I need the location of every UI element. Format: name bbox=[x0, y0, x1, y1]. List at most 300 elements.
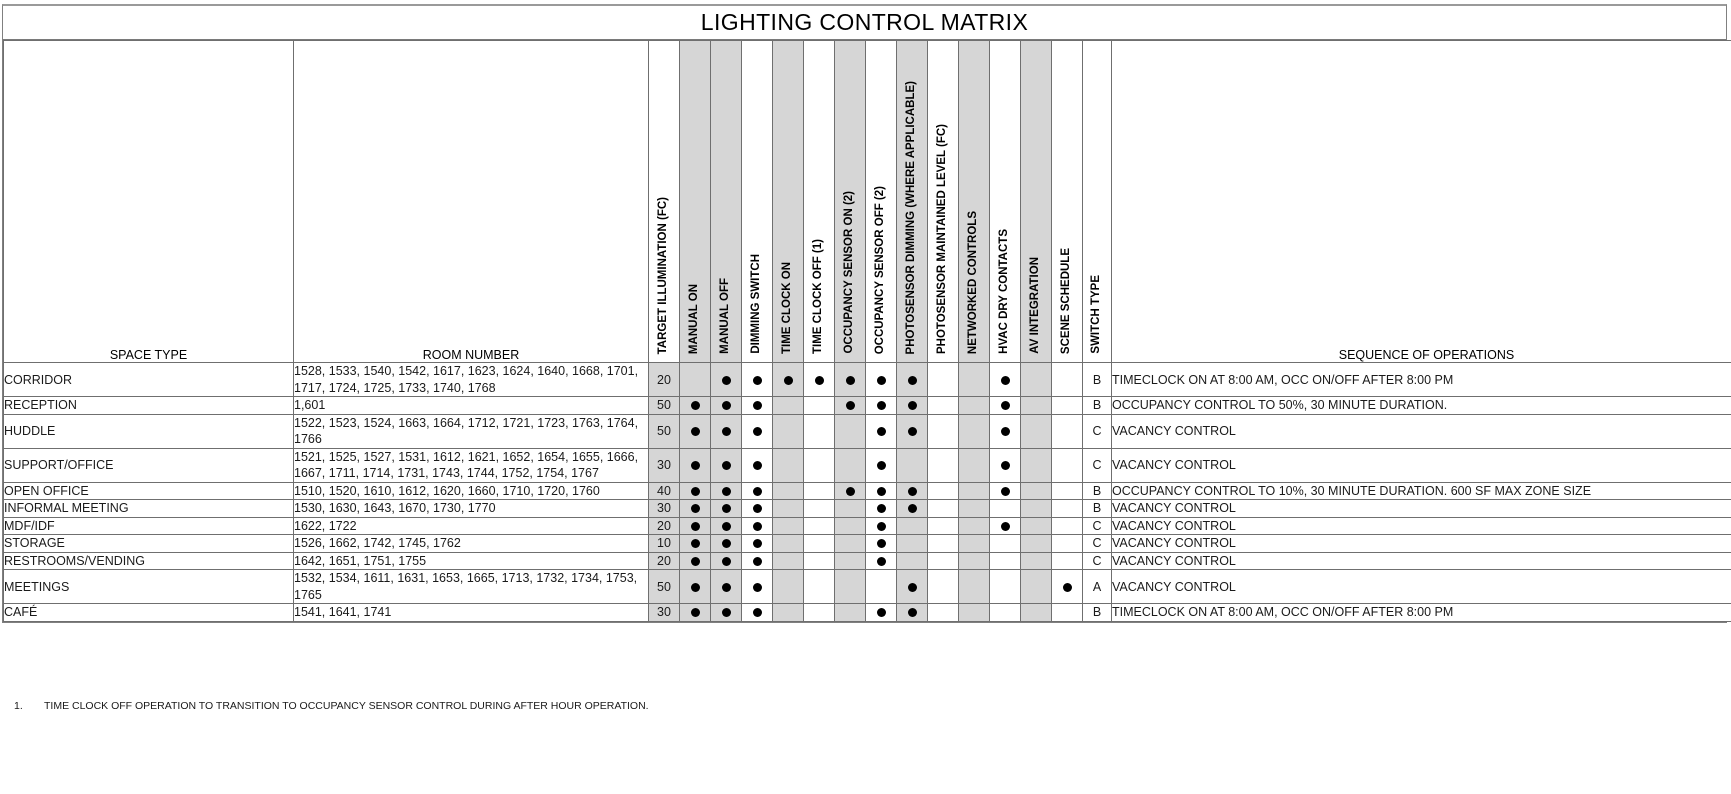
filled-dot-icon bbox=[1063, 583, 1072, 592]
cell-mark-occupancy-sensor-off-2 bbox=[866, 604, 897, 622]
header-label-switch-type: SWITCH TYPE bbox=[1090, 275, 1103, 354]
filled-dot-icon bbox=[691, 487, 700, 496]
cell-mark-hvac-dry-contacts bbox=[990, 363, 1021, 397]
cell-mark-occupancy-sensor-on-2 bbox=[835, 535, 866, 553]
cell-mark-av-integration bbox=[1021, 363, 1052, 397]
cell-sequence-of-operations: TIMECLOCK ON AT 8:00 AM, OCC ON/OFF AFTER 8:00 PM bbox=[1112, 604, 1731, 622]
filled-dot-icon bbox=[691, 461, 700, 470]
cell-sequence-of-operations: VACANCY CONTROL bbox=[1112, 570, 1731, 604]
filled-dot-icon bbox=[908, 583, 917, 592]
cell-mark-dimming-switch bbox=[742, 414, 773, 448]
table-row[interactable] bbox=[4, 448, 1731, 482]
footnote-text: TIME CLOCK OFF OPERATION TO TRANSITION TO OCCUPANCY SENSOR CONTROL DURING AFTER HOUR OPERATION. bbox=[44, 700, 649, 712]
cell-mark-occupancy-sensor-on-2 bbox=[835, 570, 866, 604]
cell-space-type: RECEPTION bbox=[4, 397, 294, 415]
header-room-number: ROOM NUMBER bbox=[294, 41, 649, 363]
cell-mark-av-integration bbox=[1021, 570, 1052, 604]
header-label-time-clock-off-1: TIME CLOCK OFF (1) bbox=[812, 239, 825, 354]
cell-mark-occupancy-sensor-off-2 bbox=[866, 500, 897, 518]
cell-switch-type: B bbox=[1083, 604, 1112, 622]
cell-mark-manual-on bbox=[680, 414, 711, 448]
cell-mark-networked-controls bbox=[959, 363, 990, 397]
cell-mark-occupancy-sensor-off-2 bbox=[866, 397, 897, 415]
filled-dot-icon bbox=[722, 608, 731, 617]
header-label-photosensor-dimming-where-applicable: PHOTOSENSOR DIMMING (WHERE APPLICABLE) bbox=[905, 80, 918, 354]
table-row[interactable] bbox=[4, 363, 1731, 397]
cell-mark-occupancy-sensor-on-2 bbox=[835, 363, 866, 397]
header-occupancy-sensor-off-2 bbox=[866, 41, 897, 363]
cell-mark-manual-on bbox=[680, 570, 711, 604]
cell-mark-manual-off bbox=[711, 500, 742, 518]
cell-mark-hvac-dry-contacts bbox=[990, 604, 1021, 622]
cell-mark-manual-on bbox=[680, 517, 711, 535]
cell-mark-dimming-switch bbox=[742, 500, 773, 518]
header-manual-off bbox=[711, 41, 742, 363]
cell-mark-occupancy-sensor-off-2 bbox=[866, 448, 897, 482]
filled-dot-icon bbox=[691, 539, 700, 548]
cell-mark-scene-schedule bbox=[1052, 604, 1083, 622]
header-target-illumination-fc bbox=[649, 41, 680, 363]
header-label-manual-on: MANUAL ON bbox=[688, 283, 701, 354]
cell-mark-time-clock-on bbox=[773, 500, 804, 518]
cell-mark-manual-off bbox=[711, 535, 742, 553]
cell-mark-networked-controls bbox=[959, 517, 990, 535]
filled-dot-icon bbox=[846, 376, 855, 385]
header-networked-controls bbox=[959, 41, 990, 363]
cell-mark-time-clock-off-1 bbox=[804, 500, 835, 518]
cell-mark-hvac-dry-contacts bbox=[990, 500, 1021, 518]
cell-mark-networked-controls bbox=[959, 414, 990, 448]
filled-dot-icon bbox=[753, 376, 762, 385]
cell-space-type: MEETINGS bbox=[4, 570, 294, 604]
cell-mark-photosensor-dimming-where-applicable bbox=[897, 482, 928, 500]
cell-mark-av-integration bbox=[1021, 552, 1052, 570]
filled-dot-icon bbox=[753, 539, 762, 548]
cell-mark-manual-off bbox=[711, 517, 742, 535]
cell-mark-photosensor-dimming-where-applicable bbox=[897, 500, 928, 518]
cell-mark-occupancy-sensor-on-2 bbox=[835, 604, 866, 622]
cell-mark-time-clock-off-1 bbox=[804, 397, 835, 415]
cell-mark-dimming-switch bbox=[742, 570, 773, 604]
cell-target-illumination: 20 bbox=[649, 552, 680, 570]
cell-room-number: 1521, 1525, 1527, 1531, 1612, 1621, 1652, 1654, 1655, 1666, 1667, 1711, 1714, 1731, 1743, 1744, 1752, 1754, 1767 bbox=[294, 448, 649, 482]
cell-mark-time-clock-on bbox=[773, 570, 804, 604]
cell-switch-type: B bbox=[1083, 363, 1112, 397]
filled-dot-icon bbox=[691, 557, 700, 566]
cell-mark-photosensor-dimming-where-applicable bbox=[897, 604, 928, 622]
filled-dot-icon bbox=[691, 522, 700, 531]
filled-dot-icon bbox=[753, 557, 762, 566]
cell-sequence-of-operations: VACANCY CONTROL bbox=[1112, 552, 1731, 570]
cell-switch-type: C bbox=[1083, 517, 1112, 535]
filled-dot-icon bbox=[691, 401, 700, 410]
header-label-occupancy-sensor-on-2: OCCUPANCY SENSOR ON (2) bbox=[843, 191, 856, 354]
cell-mark-occupancy-sensor-off-2 bbox=[866, 570, 897, 604]
cell-mark-scene-schedule bbox=[1052, 552, 1083, 570]
table-row[interactable] bbox=[4, 482, 1731, 500]
cell-mark-time-clock-on bbox=[773, 552, 804, 570]
cell-mark-hvac-dry-contacts bbox=[990, 535, 1021, 553]
cell-mark-dimming-switch bbox=[742, 517, 773, 535]
cell-mark-manual-on bbox=[680, 448, 711, 482]
cell-target-illumination: 30 bbox=[649, 604, 680, 622]
cell-room-number: 1522, 1523, 1524, 1663, 1664, 1712, 1721, 1723, 1763, 1764, 1766 bbox=[294, 414, 649, 448]
cell-mark-occupancy-sensor-on-2 bbox=[835, 414, 866, 448]
cell-mark-time-clock-off-1 bbox=[804, 570, 835, 604]
cell-mark-time-clock-on bbox=[773, 414, 804, 448]
cell-mark-manual-on bbox=[680, 363, 711, 397]
filled-dot-icon bbox=[846, 487, 855, 496]
cell-mark-time-clock-on bbox=[773, 397, 804, 415]
cell-mark-av-integration bbox=[1021, 604, 1052, 622]
cell-mark-scene-schedule bbox=[1052, 500, 1083, 518]
cell-sequence-of-operations: VACANCY CONTROL bbox=[1112, 500, 1731, 518]
cell-switch-type: B bbox=[1083, 500, 1112, 518]
cell-mark-manual-off bbox=[711, 604, 742, 622]
cell-mark-occupancy-sensor-on-2 bbox=[835, 552, 866, 570]
filled-dot-icon bbox=[722, 522, 731, 531]
filled-dot-icon bbox=[753, 608, 762, 617]
cell-mark-manual-off bbox=[711, 570, 742, 604]
cell-target-illumination: 50 bbox=[649, 397, 680, 415]
header-dimming-switch bbox=[742, 41, 773, 363]
header-sequence-of-operations: SEQUENCE OF OPERATIONS bbox=[1112, 41, 1731, 363]
cell-switch-type: B bbox=[1083, 482, 1112, 500]
cell-mark-time-clock-on bbox=[773, 517, 804, 535]
cell-mark-scene-schedule bbox=[1052, 535, 1083, 553]
cell-mark-time-clock-off-1 bbox=[804, 604, 835, 622]
cell-switch-type: C bbox=[1083, 448, 1112, 482]
cell-mark-occupancy-sensor-off-2 bbox=[866, 552, 897, 570]
cell-mark-occupancy-sensor-off-2 bbox=[866, 414, 897, 448]
cell-mark-occupancy-sensor-on-2 bbox=[835, 517, 866, 535]
cell-target-illumination: 30 bbox=[649, 448, 680, 482]
filled-dot-icon bbox=[722, 557, 731, 566]
cell-mark-occupancy-sensor-off-2 bbox=[866, 535, 897, 553]
filled-dot-icon bbox=[877, 608, 886, 617]
filled-dot-icon bbox=[722, 583, 731, 592]
cell-target-illumination: 20 bbox=[649, 363, 680, 397]
cell-switch-type: B bbox=[1083, 397, 1112, 415]
cell-mark-photosensor-maintained-level-fc bbox=[928, 552, 959, 570]
cell-mark-scene-schedule bbox=[1052, 397, 1083, 415]
cell-mark-photosensor-maintained-level-fc bbox=[928, 517, 959, 535]
cell-mark-manual-off bbox=[711, 552, 742, 570]
cell-mark-photosensor-dimming-where-applicable bbox=[897, 517, 928, 535]
header-time-clock-on bbox=[773, 41, 804, 363]
filled-dot-icon bbox=[1001, 522, 1010, 531]
filled-dot-icon bbox=[691, 608, 700, 617]
cell-mark-networked-controls bbox=[959, 397, 990, 415]
filled-dot-icon bbox=[908, 401, 917, 410]
cell-mark-photosensor-dimming-where-applicable bbox=[897, 363, 928, 397]
header-label-hvac-dry-contacts: HVAC DRY CONTACTS bbox=[998, 229, 1011, 354]
cell-switch-type: C bbox=[1083, 535, 1112, 553]
cell-target-illumination: 50 bbox=[649, 414, 680, 448]
cell-space-type: OPEN OFFICE bbox=[4, 482, 294, 500]
cell-room-number: 1642, 1651, 1751, 1755 bbox=[294, 552, 649, 570]
cell-mark-occupancy-sensor-on-2 bbox=[835, 500, 866, 518]
cell-mark-occupancy-sensor-off-2 bbox=[866, 363, 897, 397]
cell-mark-manual-off bbox=[711, 414, 742, 448]
cell-mark-photosensor-maintained-level-fc bbox=[928, 500, 959, 518]
filled-dot-icon bbox=[722, 401, 731, 410]
cell-room-number: 1532, 1534, 1611, 1631, 1653, 1665, 1713, 1732, 1734, 1753, 1765 bbox=[294, 570, 649, 604]
cell-target-illumination: 30 bbox=[649, 500, 680, 518]
filled-dot-icon bbox=[877, 427, 886, 436]
table-row[interactable] bbox=[4, 570, 1731, 604]
header-label-manual-off: MANUAL OFF bbox=[719, 278, 732, 354]
cell-switch-type: C bbox=[1083, 552, 1112, 570]
cell-mark-dimming-switch bbox=[742, 482, 773, 500]
footnotes bbox=[14, 700, 649, 716]
cell-mark-manual-off bbox=[711, 448, 742, 482]
cell-sequence-of-operations: VACANCY CONTROL bbox=[1112, 517, 1731, 535]
filled-dot-icon bbox=[877, 522, 886, 531]
filled-dot-icon bbox=[908, 427, 917, 436]
cell-target-illumination: 50 bbox=[649, 570, 680, 604]
filled-dot-icon bbox=[908, 608, 917, 617]
header-av-integration bbox=[1021, 41, 1052, 363]
header-photosensor-dimming-where-applicable bbox=[897, 41, 928, 363]
cell-sequence-of-operations: OCCUPANCY CONTROL TO 50%, 30 MINUTE DURATION. bbox=[1112, 397, 1731, 415]
cell-switch-type: C bbox=[1083, 414, 1112, 448]
cell-mark-occupancy-sensor-on-2 bbox=[835, 397, 866, 415]
cell-mark-networked-controls bbox=[959, 570, 990, 604]
filled-dot-icon bbox=[722, 461, 731, 470]
header-label-occupancy-sensor-off-2: OCCUPANCY SENSOR OFF (2) bbox=[874, 185, 887, 354]
cell-mark-photosensor-dimming-where-applicable bbox=[897, 397, 928, 415]
filled-dot-icon bbox=[908, 504, 917, 513]
filled-dot-icon bbox=[722, 504, 731, 513]
filled-dot-icon bbox=[1001, 427, 1010, 436]
header-label-photosensor-maintained-level-fc: PHOTOSENSOR MAINTAINED LEVEL (FC) bbox=[936, 123, 949, 354]
header-occupancy-sensor-on-2 bbox=[835, 41, 866, 363]
lighting-control-matrix bbox=[2, 4, 1727, 623]
header-label-scene-schedule: SCENE SCHEDULE bbox=[1060, 247, 1073, 354]
filled-dot-icon bbox=[753, 522, 762, 531]
cell-mark-photosensor-maintained-level-fc bbox=[928, 482, 959, 500]
cell-room-number: 1526, 1662, 1742, 1745, 1762 bbox=[294, 535, 649, 553]
filled-dot-icon bbox=[753, 427, 762, 436]
cell-mark-photosensor-dimming-where-applicable bbox=[897, 414, 928, 448]
cell-mark-photosensor-dimming-where-applicable bbox=[897, 552, 928, 570]
filled-dot-icon bbox=[753, 401, 762, 410]
header-manual-on bbox=[680, 41, 711, 363]
cell-mark-hvac-dry-contacts bbox=[990, 414, 1021, 448]
cell-mark-manual-on bbox=[680, 482, 711, 500]
cell-room-number: 1530, 1630, 1643, 1670, 1730, 1770 bbox=[294, 500, 649, 518]
cell-room-number: 1510, 1520, 1610, 1612, 1620, 1660, 1710, 1720, 1760 bbox=[294, 482, 649, 500]
filled-dot-icon bbox=[753, 461, 762, 470]
cell-mark-time-clock-off-1 bbox=[804, 448, 835, 482]
matrix-title-bar bbox=[3, 6, 1726, 40]
cell-target-illumination: 20 bbox=[649, 517, 680, 535]
table-row[interactable] bbox=[4, 517, 1731, 535]
matrix-header-row bbox=[4, 41, 1731, 363]
cell-room-number: 1,601 bbox=[294, 397, 649, 415]
cell-mark-av-integration bbox=[1021, 397, 1052, 415]
cell-mark-av-integration bbox=[1021, 535, 1052, 553]
filled-dot-icon bbox=[1001, 401, 1010, 410]
cell-mark-dimming-switch bbox=[742, 552, 773, 570]
cell-mark-av-integration bbox=[1021, 482, 1052, 500]
cell-mark-dimming-switch bbox=[742, 604, 773, 622]
header-time-clock-off-1 bbox=[804, 41, 835, 363]
cell-mark-networked-controls bbox=[959, 552, 990, 570]
filled-dot-icon bbox=[877, 376, 886, 385]
filled-dot-icon bbox=[1001, 376, 1010, 385]
cell-space-type: RESTROOMS/VENDING bbox=[4, 552, 294, 570]
cell-space-type: MDF/IDF bbox=[4, 517, 294, 535]
cell-target-illumination: 10 bbox=[649, 535, 680, 553]
header-switch-type bbox=[1083, 41, 1112, 363]
filled-dot-icon bbox=[877, 461, 886, 470]
filled-dot-icon bbox=[877, 401, 886, 410]
filled-dot-icon bbox=[722, 539, 731, 548]
cell-mark-networked-controls bbox=[959, 448, 990, 482]
cell-mark-dimming-switch bbox=[742, 397, 773, 415]
cell-mark-scene-schedule bbox=[1052, 570, 1083, 604]
filled-dot-icon bbox=[846, 401, 855, 410]
cell-mark-occupancy-sensor-off-2 bbox=[866, 517, 897, 535]
cell-mark-manual-off bbox=[711, 482, 742, 500]
cell-sequence-of-operations: VACANCY CONTROL bbox=[1112, 535, 1731, 553]
cell-mark-manual-off bbox=[711, 397, 742, 415]
filled-dot-icon bbox=[753, 487, 762, 496]
filled-dot-icon bbox=[877, 557, 886, 566]
cell-mark-scene-schedule bbox=[1052, 482, 1083, 500]
table-row[interactable] bbox=[4, 500, 1731, 518]
filled-dot-icon bbox=[722, 427, 731, 436]
cell-mark-time-clock-on bbox=[773, 448, 804, 482]
filled-dot-icon bbox=[877, 504, 886, 513]
table-row[interactable] bbox=[4, 604, 1731, 622]
table-row[interactable] bbox=[4, 397, 1731, 415]
page-title: LIGHTING CONTROL MATRIX bbox=[700, 9, 1029, 35]
header-photosensor-maintained-level-fc bbox=[928, 41, 959, 363]
filled-dot-icon bbox=[691, 583, 700, 592]
filled-dot-icon bbox=[691, 504, 700, 513]
filled-dot-icon bbox=[691, 427, 700, 436]
cell-mark-time-clock-off-1 bbox=[804, 363, 835, 397]
cell-mark-av-integration bbox=[1021, 414, 1052, 448]
footnote-item bbox=[14, 700, 649, 712]
filled-dot-icon bbox=[877, 539, 886, 548]
cell-mark-hvac-dry-contacts bbox=[990, 570, 1021, 604]
cell-mark-manual-on bbox=[680, 535, 711, 553]
cell-mark-dimming-switch bbox=[742, 448, 773, 482]
cell-mark-time-clock-off-1 bbox=[804, 552, 835, 570]
cell-mark-networked-controls bbox=[959, 500, 990, 518]
filled-dot-icon bbox=[877, 487, 886, 496]
cell-space-type: INFORMAL MEETING bbox=[4, 500, 294, 518]
cell-mark-manual-on bbox=[680, 604, 711, 622]
header-label-time-clock-on: TIME CLOCK ON bbox=[781, 262, 794, 354]
cell-mark-hvac-dry-contacts bbox=[990, 397, 1021, 415]
cell-mark-manual-on bbox=[680, 397, 711, 415]
filled-dot-icon bbox=[753, 583, 762, 592]
cell-mark-time-clock-on bbox=[773, 363, 804, 397]
cell-mark-photosensor-maintained-level-fc bbox=[928, 570, 959, 604]
cell-sequence-of-operations: VACANCY CONTROL bbox=[1112, 414, 1731, 448]
cell-mark-photosensor-maintained-level-fc bbox=[928, 363, 959, 397]
cell-mark-scene-schedule bbox=[1052, 448, 1083, 482]
cell-mark-photosensor-maintained-level-fc bbox=[928, 604, 959, 622]
cell-switch-type: A bbox=[1083, 570, 1112, 604]
cell-mark-photosensor-maintained-level-fc bbox=[928, 397, 959, 415]
header-label-av-integration: AV INTEGRATION bbox=[1029, 257, 1042, 354]
filled-dot-icon bbox=[784, 376, 793, 385]
filled-dot-icon bbox=[1001, 487, 1010, 496]
cell-mark-hvac-dry-contacts bbox=[990, 448, 1021, 482]
cell-mark-hvac-dry-contacts bbox=[990, 482, 1021, 500]
cell-mark-time-clock-off-1 bbox=[804, 414, 835, 448]
matrix-table bbox=[3, 40, 1731, 622]
cell-mark-scene-schedule bbox=[1052, 363, 1083, 397]
cell-mark-time-clock-off-1 bbox=[804, 482, 835, 500]
filled-dot-icon bbox=[722, 376, 731, 385]
cell-mark-photosensor-dimming-where-applicable bbox=[897, 448, 928, 482]
cell-mark-av-integration bbox=[1021, 500, 1052, 518]
cell-mark-time-clock-on bbox=[773, 604, 804, 622]
cell-mark-hvac-dry-contacts bbox=[990, 552, 1021, 570]
cell-mark-hvac-dry-contacts bbox=[990, 517, 1021, 535]
cell-sequence-of-operations: TIMECLOCK ON AT 8:00 AM, OCC ON/OFF AFTER 8:00 PM bbox=[1112, 363, 1731, 397]
cell-mark-networked-controls bbox=[959, 535, 990, 553]
cell-room-number: 1528, 1533, 1540, 1542, 1617, 1623, 1624, 1640, 1668, 1701, 1717, 1724, 1725, 1733, 1740, 1768 bbox=[294, 363, 649, 397]
cell-mark-scene-schedule bbox=[1052, 414, 1083, 448]
filled-dot-icon bbox=[908, 487, 917, 496]
cell-mark-time-clock-on bbox=[773, 535, 804, 553]
cell-mark-manual-on bbox=[680, 552, 711, 570]
header-hvac-dry-contacts bbox=[990, 41, 1021, 363]
cell-mark-dimming-switch bbox=[742, 363, 773, 397]
cell-space-type: CORRIDOR bbox=[4, 363, 294, 397]
cell-space-type: SUPPORT/OFFICE bbox=[4, 448, 294, 482]
cell-target-illumination: 40 bbox=[649, 482, 680, 500]
cell-mark-time-clock-off-1 bbox=[804, 517, 835, 535]
footnote-number: 1. bbox=[14, 700, 23, 712]
cell-mark-av-integration bbox=[1021, 517, 1052, 535]
cell-room-number: 1541, 1641, 1741 bbox=[294, 604, 649, 622]
filled-dot-icon bbox=[908, 376, 917, 385]
cell-mark-dimming-switch bbox=[742, 535, 773, 553]
filled-dot-icon bbox=[753, 504, 762, 513]
table-row[interactable] bbox=[4, 552, 1731, 570]
cell-mark-scene-schedule bbox=[1052, 517, 1083, 535]
cell-mark-av-integration bbox=[1021, 448, 1052, 482]
cell-mark-time-clock-off-1 bbox=[804, 535, 835, 553]
filled-dot-icon bbox=[722, 487, 731, 496]
header-space-type: SPACE TYPE bbox=[4, 41, 294, 363]
cell-mark-occupancy-sensor-on-2 bbox=[835, 448, 866, 482]
header-scene-schedule bbox=[1052, 41, 1083, 363]
table-row[interactable] bbox=[4, 414, 1731, 448]
cell-mark-manual-off bbox=[711, 363, 742, 397]
cell-space-type: STORAGE bbox=[4, 535, 294, 553]
cell-mark-photosensor-maintained-level-fc bbox=[928, 448, 959, 482]
cell-sequence-of-operations: OCCUPANCY CONTROL TO 10%, 30 MINUTE DURATION. 600 SF MAX ZONE SIZE bbox=[1112, 482, 1731, 500]
cell-mark-photosensor-maintained-level-fc bbox=[928, 535, 959, 553]
cell-space-type: CAFÉ bbox=[4, 604, 294, 622]
table-row[interactable] bbox=[4, 535, 1731, 553]
header-label-target-illumination-fc: TARGET ILLUMINATION (FC) bbox=[657, 196, 670, 354]
cell-mark-manual-on bbox=[680, 500, 711, 518]
filled-dot-icon bbox=[1001, 461, 1010, 470]
header-label-networked-controls: NETWORKED CONTROLS bbox=[967, 210, 980, 354]
cell-sequence-of-operations: VACANCY CONTROL bbox=[1112, 448, 1731, 482]
